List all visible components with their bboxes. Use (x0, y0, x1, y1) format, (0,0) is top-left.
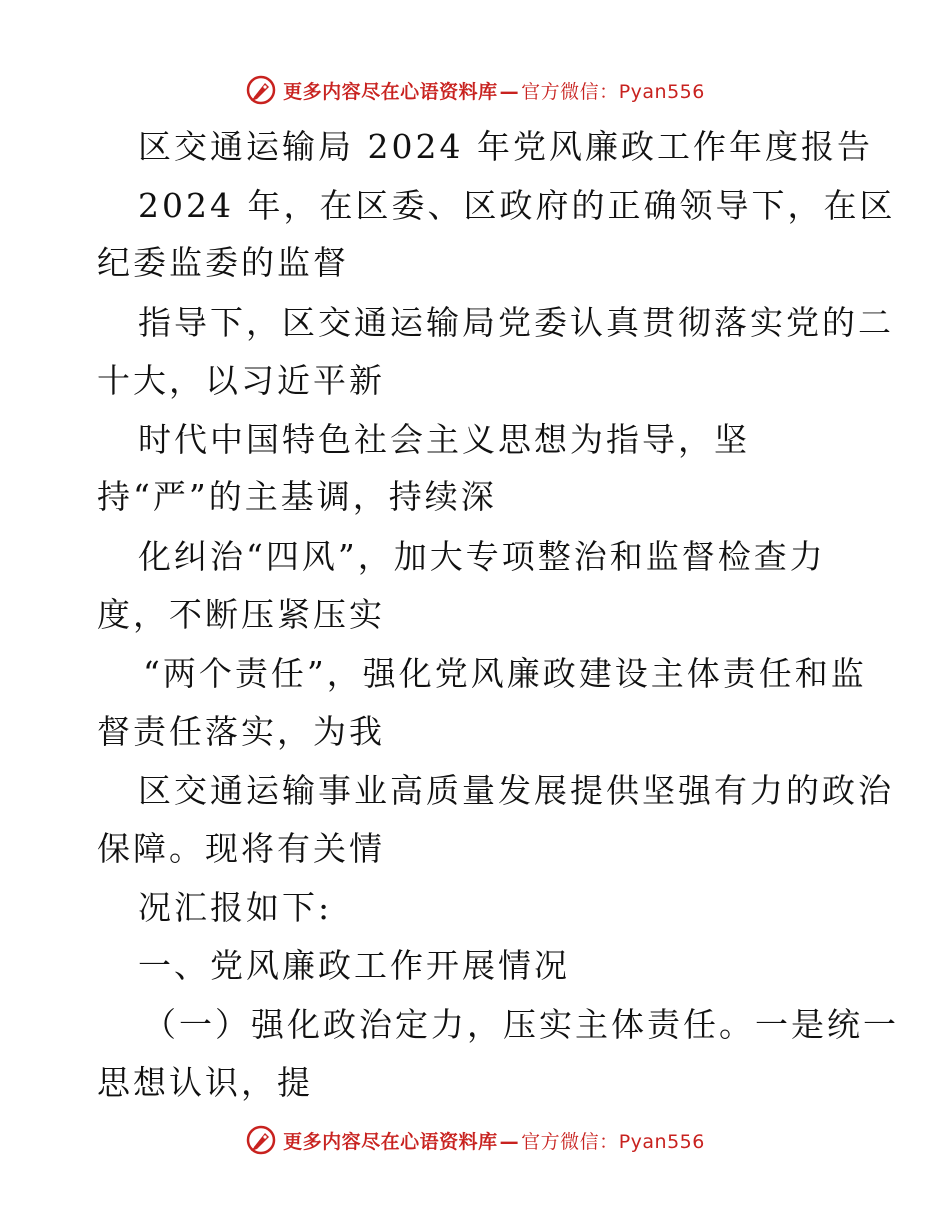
document-line: （一）强化政治定力，压实主体责任。一是统一 (143, 1005, 899, 1044)
document-line: 指导下，区交通运输局党委认真贯彻落实党的二 (138, 303, 894, 342)
document-line: 2024 年，在区委、区政府的正确领导下，在区 (138, 186, 896, 225)
banner-wechat-label: 官方微信： (521, 80, 619, 103)
pen-nib-logo-icon (245, 74, 277, 106)
banner-main-text: 更多内容尽在心语资料库 (283, 80, 498, 103)
banner-dash: — (499, 1130, 520, 1153)
document-line: 度，不断压紧压实 (97, 595, 385, 634)
document-line: “两个责任”，强化党风廉政建设主体责任和监 (143, 654, 867, 693)
document-line: 保障。现将有关情 (97, 829, 385, 868)
document-line: 区交通运输事业高质量发展提供坚强有力的政治 (138, 771, 894, 810)
document-line: 况汇报如下: (138, 888, 333, 927)
banner-wechat-label: 官方微信： (521, 1130, 619, 1153)
document-line: 思想认识，提 (97, 1063, 313, 1102)
banner-dash: — (499, 80, 520, 103)
document-line: 十大，以习近平新 (97, 361, 385, 400)
document-line: 纪委监委的监督 (97, 243, 349, 282)
banner-main-text: 更多内容尽在心语资料库 (283, 1130, 498, 1153)
section-heading: 一、党风廉政工作开展情况 (138, 946, 570, 985)
document-line: 督责任落实，为我 (97, 712, 385, 751)
document-title: 区交通运输局 2024 年党风廉政工作年度报告 (138, 127, 873, 166)
document-line: 化纠治“四风”，加大专项整治和监督检查力 (138, 537, 826, 576)
pen-nib-logo-icon (245, 1124, 277, 1156)
document-line: 持“严”的主基调，持续深 (97, 477, 497, 516)
document-line: 时代中国特色社会主义思想为指导，坚 (138, 420, 750, 459)
header-banner (0, 72, 950, 108)
banner-wechat-id: Pyan556 (618, 80, 705, 103)
banner-wechat-id: Pyan556 (618, 1130, 705, 1153)
banner-text (283, 1127, 705, 1154)
footer-banner (0, 1122, 950, 1158)
banner-text (283, 77, 705, 104)
